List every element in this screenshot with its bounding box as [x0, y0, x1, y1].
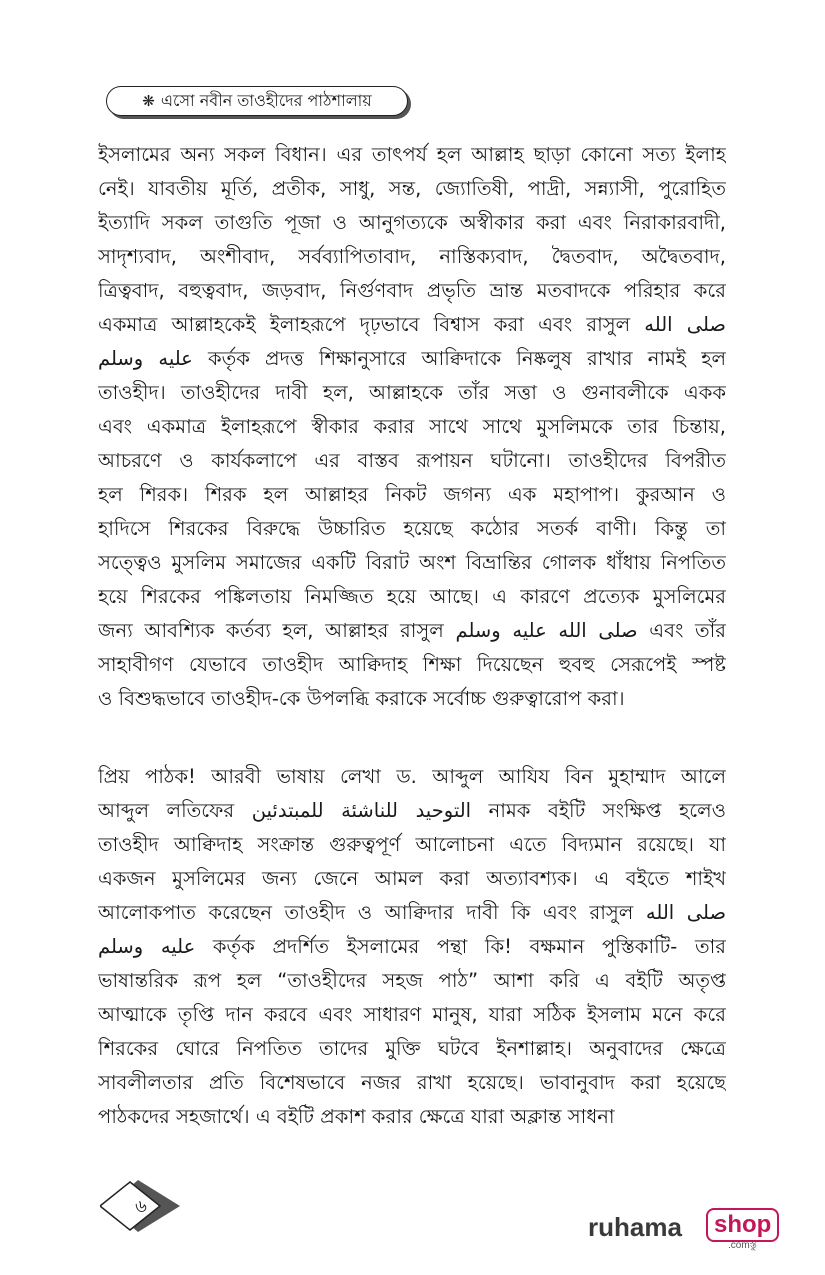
paragraph-1 [98, 138, 726, 716]
chapter-title: এসো নবীন তাওহীদের পাঠশালায় [160, 90, 372, 110]
text-line: হল শিরক। শিরক হল আল্লাহর নিকট জগন্য এক মহাপাপ। কুরআন ও [98, 483, 726, 506]
logo-com-text: .comস্তু [728, 1240, 757, 1251]
text-line: হাদিসে শিরকের বিরুদ্ধে উচ্চারিত হয়েছে কঠোর সতর্ক বাণী। কিন্তু তা [98, 517, 726, 540]
text-line: পাঠকদের সহজার্থে। এ বইটি প্রকাশ করার ক্ষেত্রে যারা অক্লান্ত সাধনা [98, 1105, 615, 1128]
chapter-header [106, 86, 408, 116]
text-line: প্রিয় পাঠক! আরবী ভাষায় লেখা ড. আব্দুল আযিয বিন মুহাম্মাদ আলে [98, 765, 726, 788]
text-line: তাওহীদ। তাওহীদের দাবী হল, আল্লাহকে তাঁর সত্তা ও গুনাবলীকে একক [98, 381, 726, 404]
flower-icon: ❋ [142, 92, 155, 110]
text-line: তাওহীদ আক্বিদাহ সংক্রান্ত গুরুত্বপূর্ণ আলোচনা এতে বিদ্যমান রয়েছে। যা [98, 833, 726, 856]
ruhamashop-logo [588, 1204, 778, 1251]
text-line: সাবলীলতার প্রতি বিশেষভাবে নজর রাখা হয়েছে। ভাবানুবাদ করা হয়েছে [98, 1071, 726, 1094]
text-line: عليه وسلم কর্তৃক প্রদর্শিত ইসলামের পন্থা কি! বক্ষমান পুস্তিকাটি- তার [98, 935, 726, 958]
text-line: একজন মুসলিমের জন্য জেনে আমল করা অত্যাবশ্যক। এ বইতে শাইখ [98, 867, 726, 890]
text-line: عليه وسلم কর্তৃক প্রদত্ত শিক্ষানুসারে আক্বিদাকে নিষ্কলুষ রাখার নামই হল [98, 347, 726, 370]
text-line: জন্য আবশ্যিক কর্তব্য হল, আল্লাহর রাসুল صلى الله عليه وسلم এবং তাঁর [98, 619, 726, 642]
text-line: ত্রিত্ববাদ, বহুত্ববাদ, জড়বাদ, নির্গুণবাদ প্রভৃতি ভ্রান্ত মতবাদকে পরিহার করে [98, 279, 726, 302]
text-line: সাহাবীগণ যেভাবে তাওহীদ আক্বিদাহ শিক্ষা দিয়েছেন হুবহু সেরূপেই স্পষ্ট [98, 653, 726, 676]
text-line: হয়ে শিরকের পঙ্কিলতায় নিমজ্জিত হয়ে আছে। এ কারণে প্রত্যেক মুসলিমের [98, 585, 726, 608]
text-line: সাদৃশ্যবাদ, অংশীবাদ, সর্বব্যাপিতাবাদ, নাস্তিক্যবাদ, দ্বৈতবাদ, অদ্বৈতবাদ, [98, 245, 726, 268]
text-line: নেই। যাবতীয় মূর্তি, প্রতীক, সাধু, সন্ত, জ্যোতিষী, পাদ্রী, সন্ন্যাসী, পুরোহিত [98, 177, 726, 200]
text-line: আত্মাকে তৃপ্তি দান করবে এবং সাধারণ মানুষ, যারা সঠিক ইসলাম মনে করে [98, 1003, 726, 1026]
text-line: ইত্যাদি সকল তাগুতি পূজা ও আনুগত্যকে অস্বীকার করা এবং নিরাকারবাদী, [98, 211, 726, 234]
text-line: আচরণে ও কার্যকলাপে এর বাস্তব রূপায়ন ঘটানো। তাওহীদের বিপরীত [98, 449, 726, 472]
text-line: আব্দুল লতিফের التوحيد للناشئة للمبتدئين নামক বইটি সংক্ষিপ্ত হলেও [98, 799, 726, 822]
text-line: আলোকপাত করেছেন তাওহীদ ও আক্বিদার দাবী কি এবং রাসুল صلى الله [98, 901, 726, 924]
text-line: ও বিশুদ্ধভাবে তাওহীদ-কে উপলব্ধি করাকে সর্বোচ্চ গুরুত্বারোপ করা। [98, 687, 625, 710]
text-line: ইসলামের অন্য সকল বিধান। এর তাৎপর্য হল আল্লাহ ছাড়া কোনো সত্য ইলাহ [98, 143, 726, 166]
text-line: একমাত্র আল্লাহকেই ইলাহরূপে দৃঢ়ভাবে বিশ্বাস করা এবং রাসুল صلى الله [98, 313, 726, 336]
text-line: শিরকের ঘোরে নিপতিত তাদের মুক্তি ঘটবে ইনশাল্লাহ। অনুবাদের ক্ষেত্রে [98, 1037, 726, 1060]
text-line: ভাষান্তরিক রূপ হল “তাওহীদের সহজ পাঠ” আশা করি এ বইটি অতৃপ্ত [98, 969, 726, 992]
logo-ruhama-text: ruhama [588, 1212, 682, 1242]
page-number-badge [100, 1176, 180, 1236]
text-line: সত্ত্বেও মুসলিম সমাজের একটি বিরাট অংশ বিভ্রান্তির গোলক ধাঁধায় নিপতিত [98, 551, 726, 574]
paragraph-2 [98, 760, 726, 1134]
page-number: ৬ [135, 1196, 147, 1217]
logo-shop-text: shop [706, 1208, 779, 1242]
text-line: এবং একমাত্র ইলাহরূপে স্বীকার করার সাথে সাথে মুসলিমকে তার চিন্তায়, [98, 415, 726, 438]
